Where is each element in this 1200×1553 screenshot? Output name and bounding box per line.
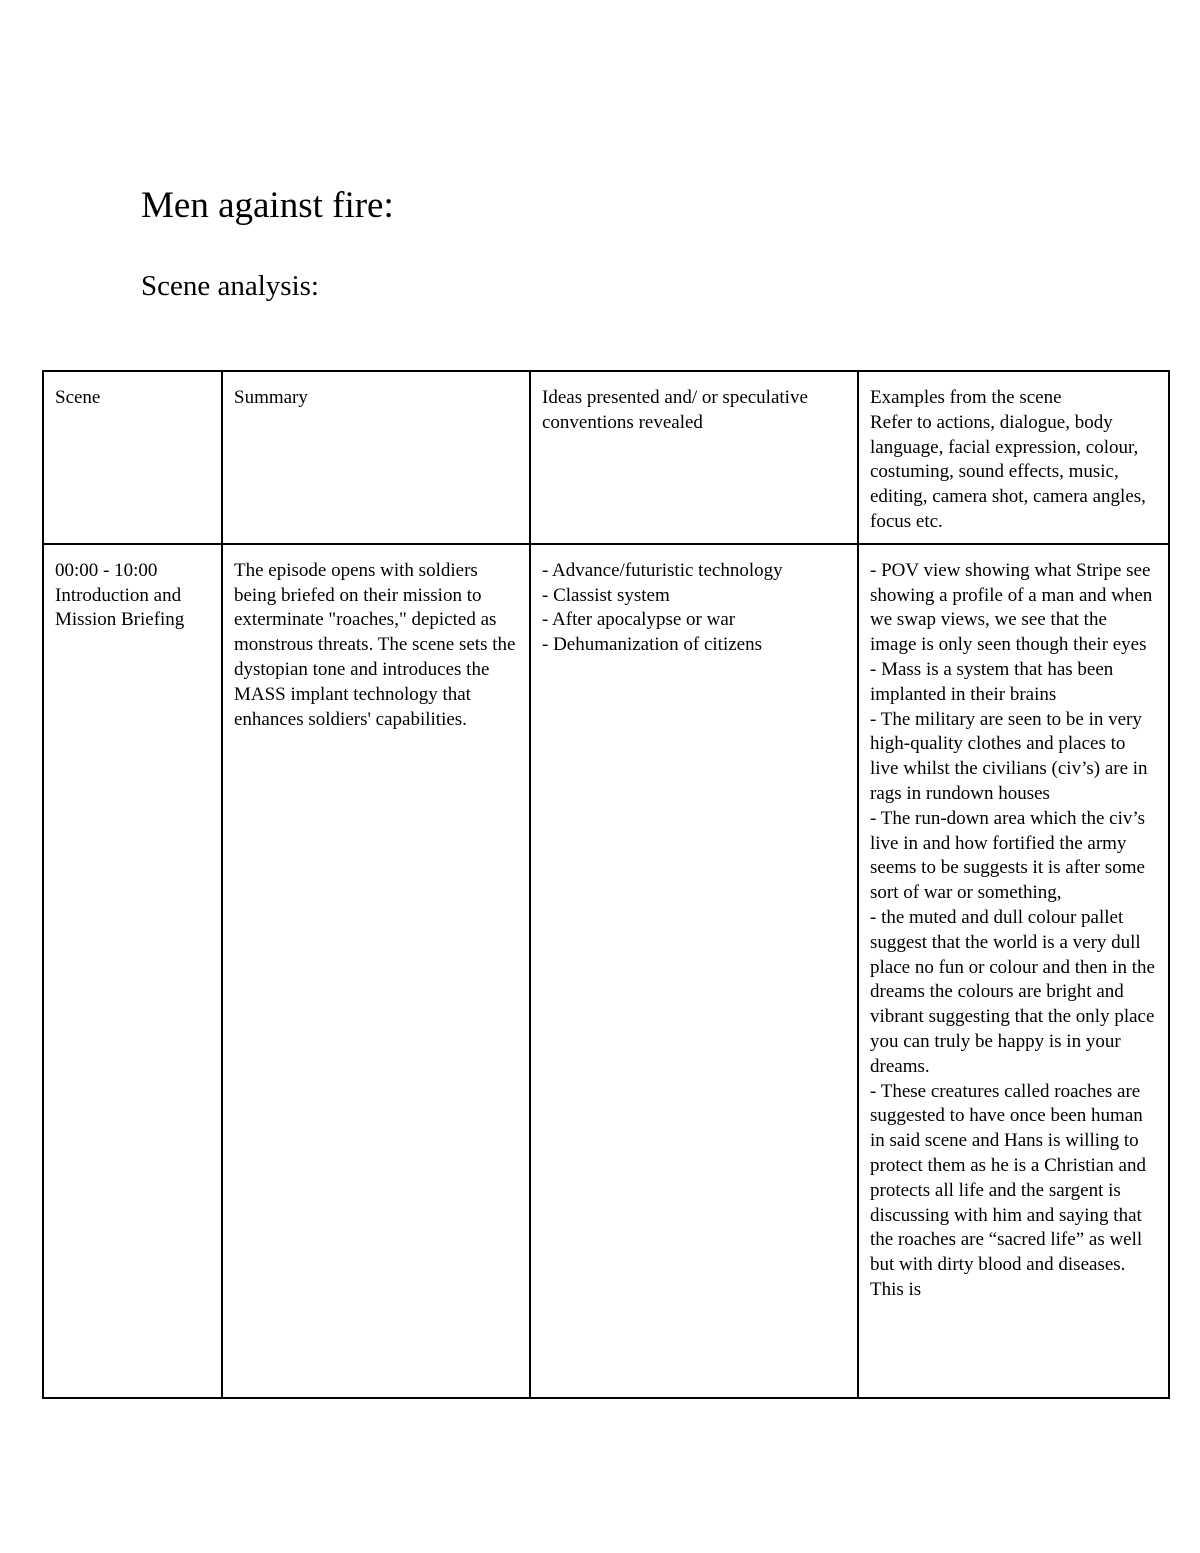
idea-item: - Dehumanization of citizens bbox=[542, 634, 763, 656]
example-item: - These creatures called roaches are suggested to have once been human in said scene and Hans is willing to protect them as he is a Christian and protects all life and the sargent is discussing with him and saying that the roaches are “sacred life” as well but with dirty blood and diseases. This is bbox=[870, 1080, 1146, 1300]
idea-item: - Advance/futuristic technology bbox=[542, 559, 783, 581]
scene-analysis-table bbox=[42, 370, 1170, 1399]
header-summary: Summary bbox=[222, 371, 530, 544]
header-examples-guidance: Refer to actions, dialogue, body language, facial expression, colour, costuming, sound effects, music, editing, camera shot, camera angles, focus etc. bbox=[870, 411, 1146, 532]
header-ideas: Ideas presented and/ or speculative conventions revealed bbox=[530, 371, 858, 544]
document-subtitle: Scene analysis: bbox=[141, 270, 319, 302]
header-examples bbox=[858, 371, 1169, 544]
idea-item: - After apocalypse or war bbox=[542, 609, 736, 631]
scene-time: 00:00 - 10:00 bbox=[55, 559, 158, 581]
cell-scene bbox=[43, 544, 222, 1398]
example-item: - the muted and dull colour pallet suggest that the world is a very dull place no fun or colour and then in the dreams the colours are bright and vibrant suggesting that the only place you can truly be happy is in your dreams. bbox=[870, 906, 1155, 1077]
header-scene: Scene bbox=[43, 371, 222, 544]
example-item: - Mass is a system that has been implanted in their brains bbox=[870, 658, 1114, 705]
example-item: - The run-down area which the civ’s live in and how fortified the army seems to be suggests it is after some sort of war or something, bbox=[870, 807, 1146, 904]
scene-name: Introduction and Mission Briefing bbox=[55, 584, 185, 631]
cell-examples bbox=[858, 544, 1169, 1398]
idea-item: - Classist system bbox=[542, 584, 670, 606]
cell-summary: The episode opens with soldiers being briefed on their mission to exterminate "roaches," depicted as monstrous threats. The scene sets the dystopian tone and introduces the MASS implant technology that enhances soldiers' capabilities. bbox=[222, 544, 530, 1398]
table-row bbox=[43, 544, 1169, 1398]
example-item: - POV view showing what Stripe see showing a profile of a man and when we swap views, we see that the image is only seen though their eyes bbox=[870, 559, 1153, 656]
cell-ideas bbox=[530, 544, 858, 1398]
example-item: - The military are seen to be in very high-quality clothes and places to live whilst the civilians (civ’s) are in rags in rundown houses bbox=[870, 708, 1148, 804]
table-header-row bbox=[43, 371, 1169, 544]
header-examples-title: Examples from the scene bbox=[870, 387, 1062, 408]
document-title: Men against fire: bbox=[141, 185, 394, 226]
